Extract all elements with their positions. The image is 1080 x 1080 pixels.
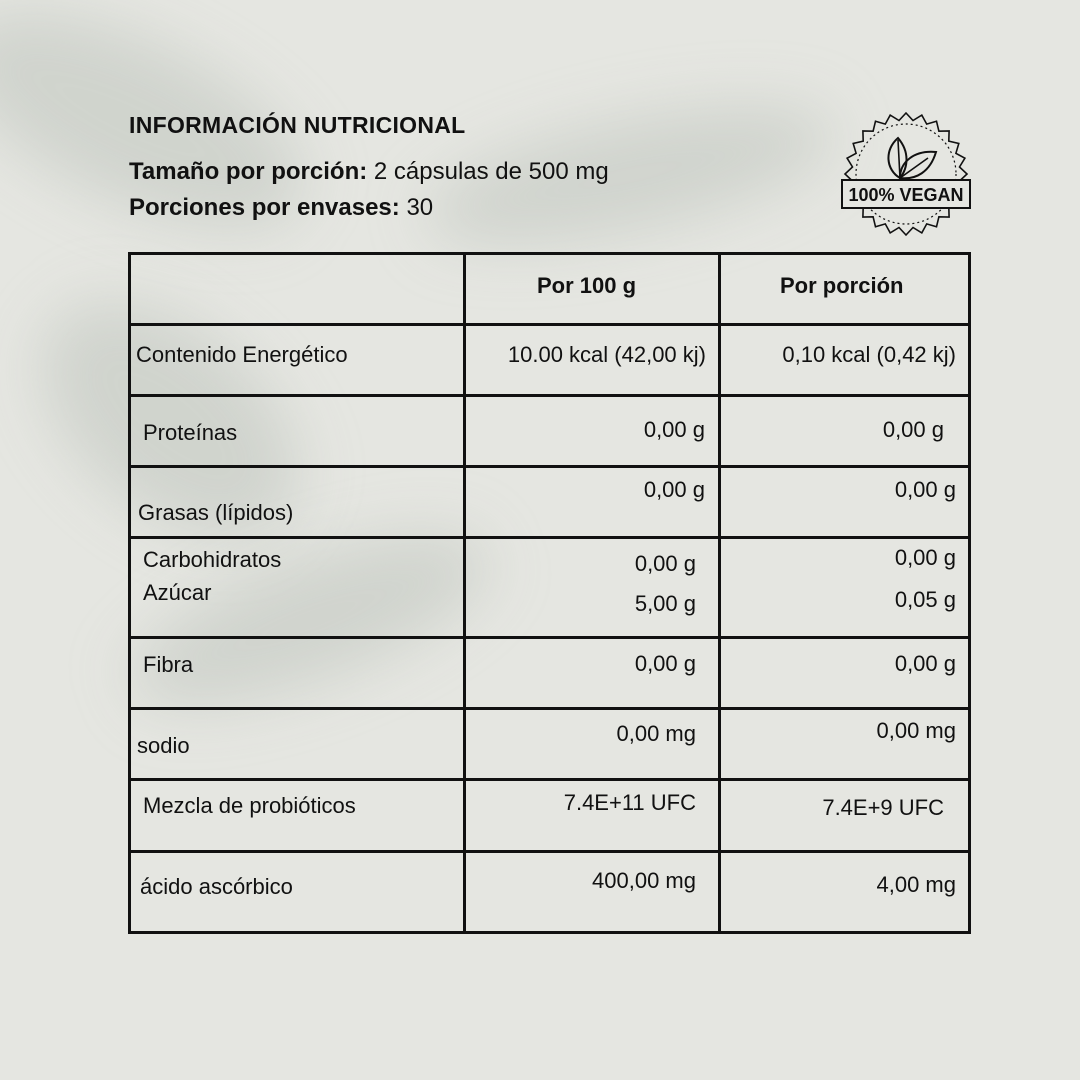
row-value-per-serving: 0,00 g — [894, 651, 956, 676]
row-label: sodio — [137, 733, 190, 758]
column-header-per-serving: Por porción — [780, 273, 904, 298]
divider — [128, 850, 971, 853]
row-label: Azúcar — [143, 580, 212, 605]
row-label: Proteínas — [143, 420, 238, 445]
divider — [128, 252, 131, 934]
page-title: INFORMACIÓN NUTRICIONAL — [129, 112, 466, 138]
servings-label: Porciones por envases: — [129, 194, 400, 221]
row-label: Carbohidratos — [143, 547, 282, 572]
row-value-per-serving: 0,00 g — [894, 477, 956, 502]
row-label: ácido ascórbico — [140, 874, 293, 899]
divider — [718, 252, 721, 934]
divider — [128, 636, 971, 639]
row-label: Fibra — [143, 652, 194, 677]
divider — [128, 394, 971, 397]
row-label: Mezcla de probióticos — [143, 793, 356, 818]
divider — [128, 931, 971, 934]
row-value-per-serving: 0,10 kcal (0,42 kj) — [782, 342, 956, 367]
row-value-per-100g: 400,00 mg — [592, 868, 696, 893]
vegan-badge — [838, 110, 974, 238]
row-value-per-100g: 10.00 kcal (42,00 kj) — [507, 342, 706, 367]
row-value-per-100g: 7.4E+11 UFC — [563, 790, 696, 815]
divider — [128, 465, 971, 468]
divider — [463, 252, 466, 934]
servings-per-container — [129, 194, 433, 222]
serving-size-label: Tamaño por porción: — [129, 158, 368, 185]
badge-text: 100% VEGAN — [848, 185, 964, 205]
row-value-per-serving: 7.4E+9 UFC — [822, 795, 944, 820]
row-value-per-100g: 0,00 g — [634, 651, 696, 676]
row-label: Contenido Energético — [136, 342, 348, 367]
nutrition-table — [128, 252, 971, 934]
row-value-per-100g: 0,00 g — [643, 477, 705, 502]
row-value-per-serving: 0,05 g — [894, 587, 956, 612]
serving-size-value: 2 cápsulas de 500 mg — [373, 158, 609, 185]
row-value-per-serving: 4,00 mg — [876, 872, 956, 897]
divider — [128, 536, 971, 539]
row-value-per-serving: 0,00 mg — [876, 718, 956, 743]
servings-value: 30 — [406, 194, 434, 221]
row-value-per-100g: 5,00 g — [634, 591, 696, 616]
divider — [128, 707, 971, 710]
row-value-per-100g: 0,00 g — [634, 551, 696, 576]
divider — [128, 778, 971, 781]
row-value-per-serving: 0,00 g — [882, 417, 944, 442]
row-label: Grasas (lípidos) — [138, 500, 294, 525]
column-header-per-100g: Por 100 g — [537, 273, 637, 298]
divider — [128, 252, 971, 255]
divider — [128, 323, 971, 326]
row-value-per-serving: 0,00 g — [894, 545, 956, 570]
divider — [968, 252, 971, 934]
leaves-icon — [838, 110, 974, 238]
serving-size — [129, 158, 609, 186]
row-value-per-100g: 0,00 g — [643, 417, 705, 442]
row-value-per-100g: 0,00 mg — [616, 721, 696, 746]
